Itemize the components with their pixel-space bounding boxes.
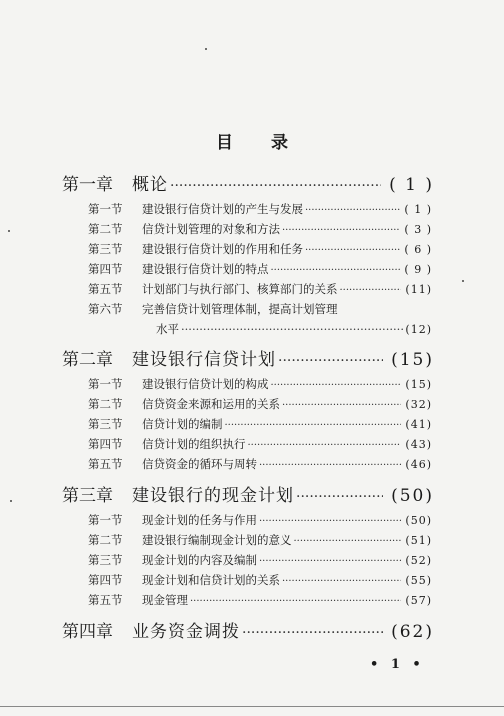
dot-leader (282, 573, 401, 587)
section-number: 第一节 (88, 377, 123, 391)
section-page: (15) (405, 378, 432, 391)
title-char-2: 录 (271, 133, 288, 153)
page-edge-line (0, 706, 504, 707)
section-title: 完善信贷计划管理体制，提高计划管理 (142, 302, 338, 316)
toc-section[interactable] (88, 512, 432, 528)
section-page: (46) (405, 458, 432, 471)
dot-leader (271, 262, 401, 276)
chapter-page: (50) (391, 486, 434, 506)
section-title: 计划部门与执行部门、核算部门的关系 (142, 282, 338, 296)
toc-section[interactable] (88, 301, 432, 317)
chapter-title: 建设银行的现金计划 (132, 486, 294, 506)
section-number: 第五节 (88, 457, 123, 471)
section-title: 建设银行信贷计划的构成 (142, 377, 269, 391)
section-page: (52) (405, 554, 432, 567)
dot-leader (282, 397, 401, 411)
chapter-title: 业务资金调拨 (132, 622, 240, 642)
dot-leader (190, 593, 401, 607)
toc-chapter-3[interactable] (62, 481, 434, 506)
toc-chapter-4[interactable] (62, 617, 434, 642)
section-title: 建设银行信贷计划的产生与发展 (142, 202, 303, 216)
section-title: 现金计划的内容及编制 (142, 553, 257, 567)
section-number: 第一节 (88, 202, 123, 216)
page-title (0, 128, 504, 153)
dot-leader (305, 202, 400, 216)
section-number: 第四节 (88, 573, 123, 587)
section-title: 信贷计划管理的对象和方法 (142, 222, 280, 236)
section-number: 第四节 (88, 437, 123, 451)
toc-section[interactable] (88, 221, 432, 237)
dot-leader (248, 437, 402, 451)
section-number: 第四节 (88, 262, 123, 276)
section-page: (32) (405, 398, 432, 411)
dot-leader (259, 553, 401, 567)
dot-leader (181, 322, 403, 336)
scan-speck (10, 500, 12, 502)
chapter-page: (15) (391, 350, 434, 370)
section-page: (11) (405, 283, 432, 296)
toc-section[interactable] (88, 376, 432, 392)
dot-leader (242, 622, 383, 642)
toc-section[interactable] (88, 261, 432, 277)
dot-leader (278, 350, 383, 370)
section-page: (43) (405, 438, 432, 451)
section-title: 现金计划和信贷计划的关系 (142, 573, 280, 587)
toc-section[interactable] (88, 552, 432, 568)
dot-leader (259, 513, 401, 527)
section-page: (12) (405, 323, 432, 336)
toc-section[interactable] (88, 572, 432, 588)
section-number: 第一节 (88, 513, 123, 527)
scan-speck (462, 280, 464, 282)
section-number: 第六节 (88, 302, 123, 316)
section-page: (55) (405, 574, 432, 587)
dot-leader (225, 417, 402, 431)
section-title-continued: 水平 (156, 322, 179, 336)
section-title: 建设银行编制现金计划的意义 (142, 533, 292, 547)
section-number: 第二节 (88, 222, 123, 236)
section-page: ( 9 ) (404, 263, 432, 276)
dot-leader (259, 457, 401, 471)
section-title: 现金管理 (142, 593, 188, 607)
toc-section[interactable] (88, 396, 432, 412)
section-page: (51) (405, 534, 432, 547)
dot-leader (282, 222, 400, 236)
section-title: 现金计划的任务与作用 (142, 513, 257, 527)
chapter-title: 概论 (132, 175, 168, 195)
section-number: 第三节 (88, 417, 123, 431)
section-number: 第二节 (88, 397, 123, 411)
section-number: 第三节 (88, 553, 123, 567)
chapter-number: 第二章 (62, 350, 113, 370)
dot-leader (271, 377, 402, 391)
section-page: ( 6 ) (404, 243, 432, 256)
section-page: ( 1 ) (404, 203, 432, 216)
toc-chapter-2[interactable] (62, 345, 434, 370)
chapter-page: (62) (391, 622, 434, 642)
toc-section[interactable] (88, 532, 432, 548)
dot-leader (170, 175, 381, 195)
toc-section[interactable] (88, 416, 432, 432)
chapter-page: ( 1 ) (389, 175, 434, 195)
dot-leader (294, 533, 402, 547)
section-title: 信贷计划的编制 (142, 417, 223, 431)
section-title: 建设银行信贷计划的作用和任务 (142, 242, 303, 256)
title-char-1: 目 (216, 133, 233, 153)
toc-section[interactable] (88, 201, 432, 217)
section-page: (41) (405, 418, 432, 431)
toc-section[interactable] (88, 456, 432, 472)
toc-section-continued[interactable] (156, 321, 432, 337)
page-number: • 1 • (370, 657, 425, 672)
section-number: 第五节 (88, 593, 123, 607)
chapter-number: 第四章 (62, 622, 113, 642)
scan-speck (8, 230, 10, 232)
section-title: 信贷计划的组织执行 (142, 437, 246, 451)
chapter-title: 建设银行信贷计划 (132, 350, 276, 370)
section-title: 信贷资金来源和运用的关系 (142, 397, 280, 411)
toc-section[interactable] (88, 281, 432, 297)
toc-section[interactable] (88, 592, 432, 608)
dot-leader (340, 282, 402, 296)
section-number: 第五节 (88, 282, 123, 296)
dot-leader (305, 242, 400, 256)
section-title: 建设银行信贷计划的特点 (142, 262, 269, 276)
section-number: 第二节 (88, 533, 123, 547)
toc-section[interactable] (88, 241, 432, 257)
chapter-number: 第三章 (62, 486, 113, 506)
dot-leader (296, 486, 383, 506)
scan-speck (205, 48, 207, 50)
toc-chapter-1[interactable] (62, 170, 434, 195)
section-page: ( 3 ) (404, 223, 432, 236)
section-page: (50) (405, 514, 432, 527)
section-number: 第三节 (88, 242, 123, 256)
chapter-number: 第一章 (62, 175, 113, 195)
section-title: 信贷资金的循环与周转 (142, 457, 257, 471)
toc-section[interactable] (88, 436, 432, 452)
section-page: (57) (405, 594, 432, 607)
